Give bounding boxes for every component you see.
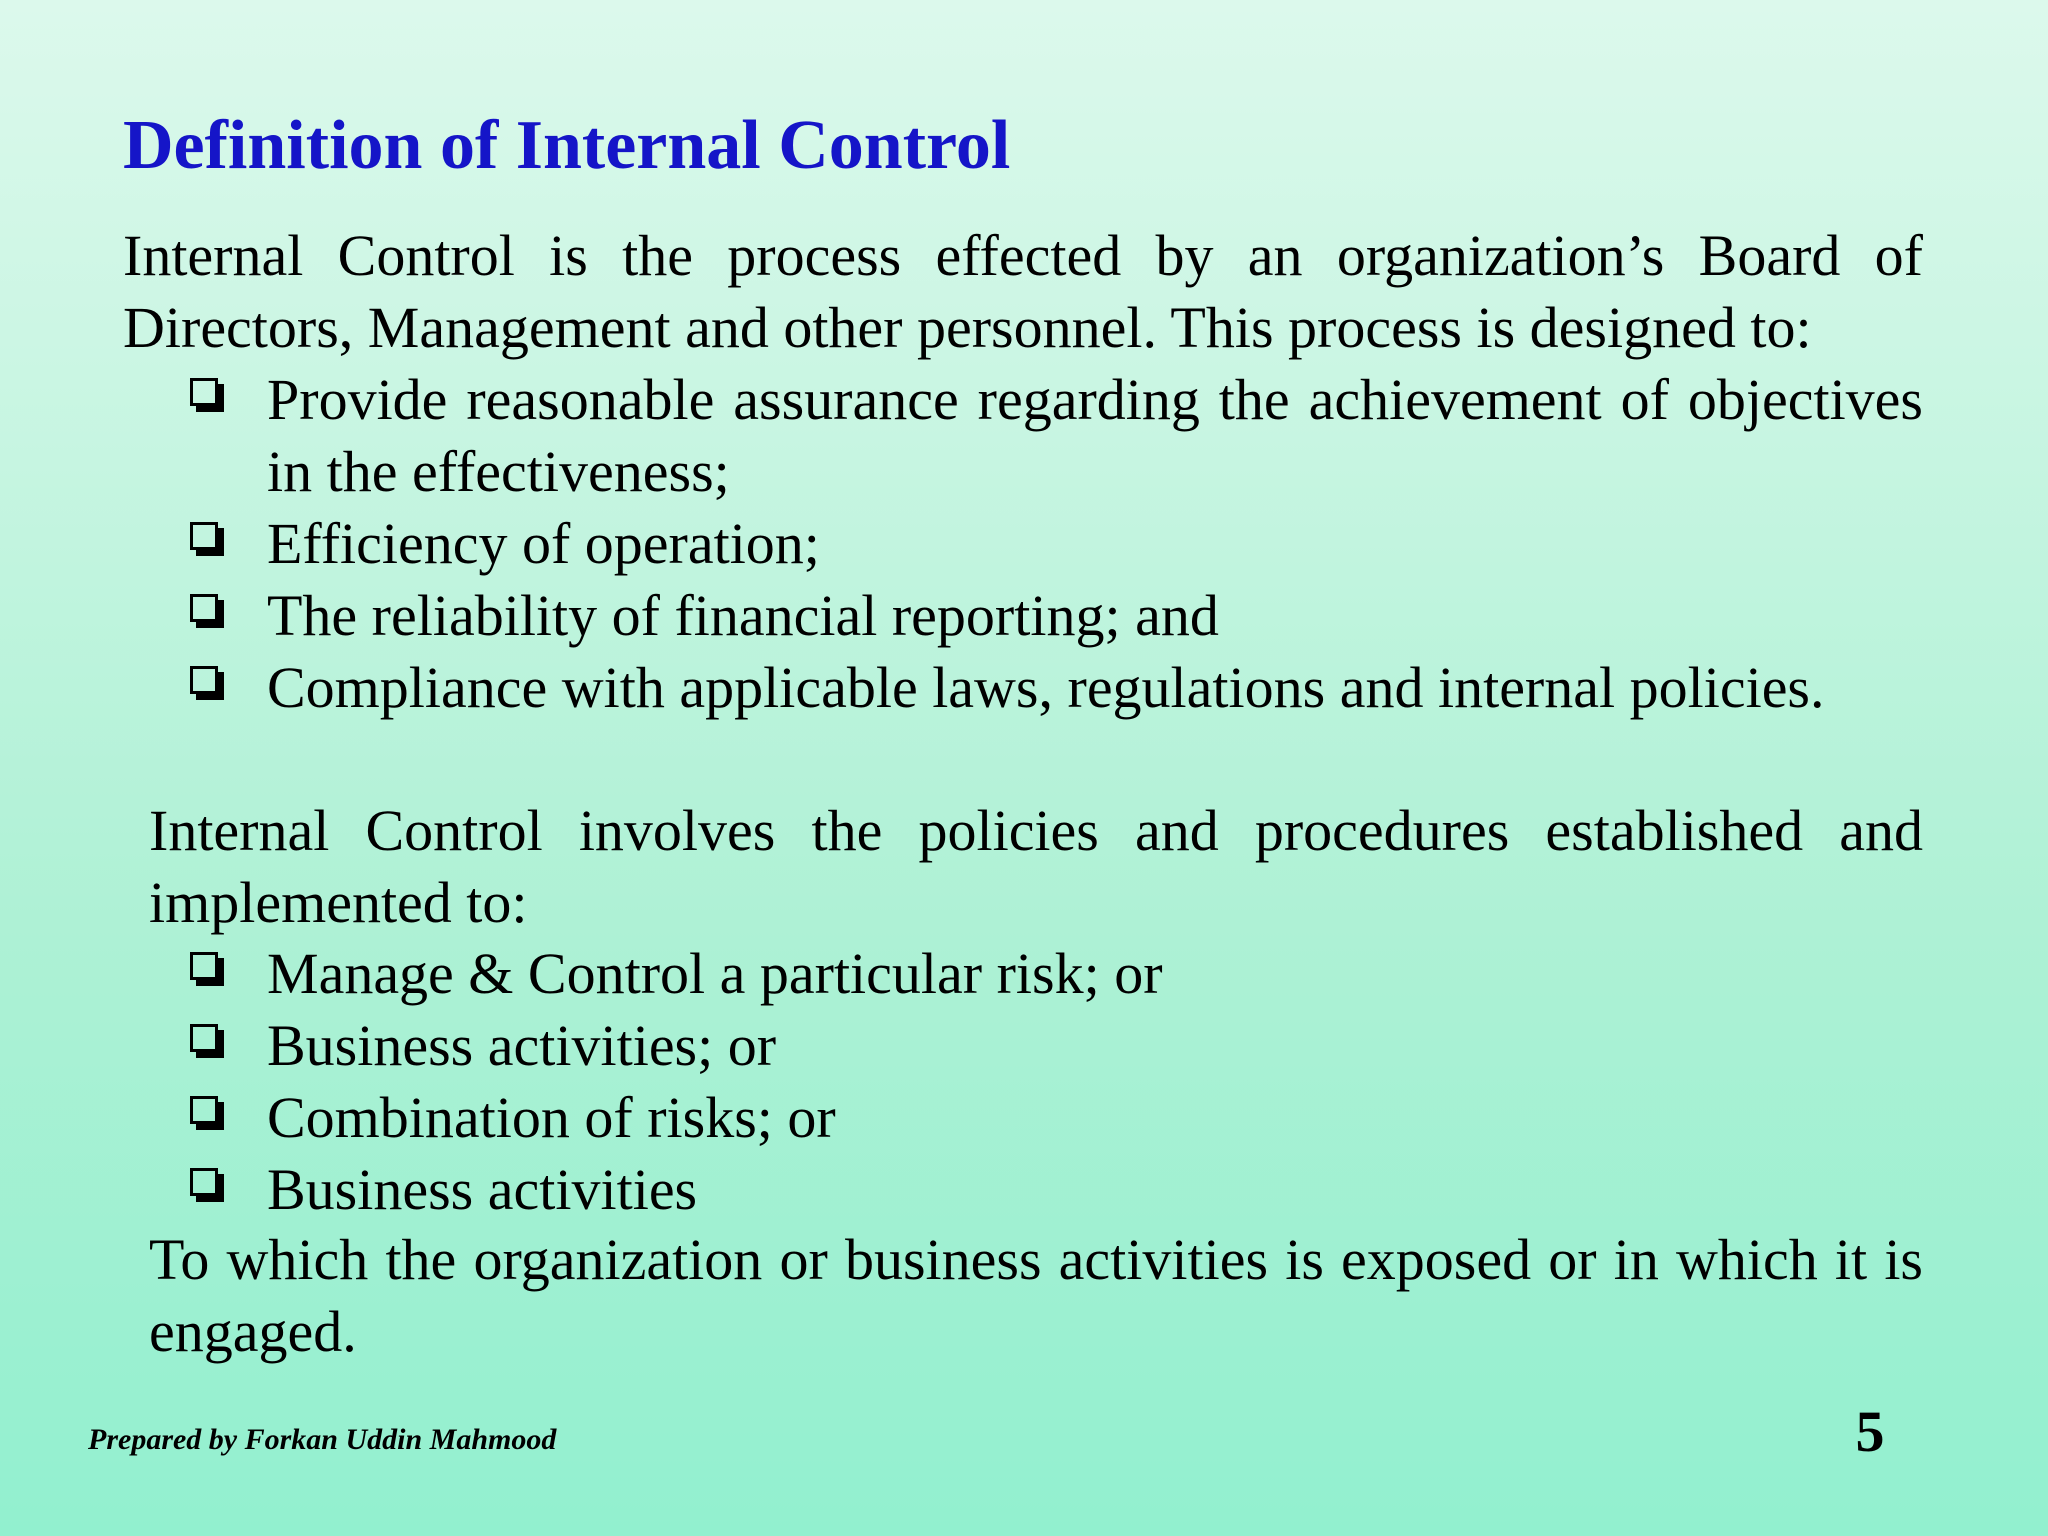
checkbox-square-icon bbox=[190, 1024, 224, 1058]
list-item-text: Combination of risks; or bbox=[267, 1085, 836, 1150]
intro-paragraph: Internal Control is the process effected by an organization’s Board of Directors, Management and other personnel. This process is designed to: bbox=[123, 223, 1923, 360]
list-item bbox=[188, 1154, 1923, 1226]
checkbox-square-icon bbox=[190, 666, 224, 700]
list-item bbox=[188, 652, 1923, 724]
purposes-list bbox=[188, 938, 1923, 1226]
checkbox-square-icon bbox=[190, 1096, 224, 1130]
objectives-list bbox=[188, 364, 1923, 724]
page-number: 5 bbox=[1855, 1399, 1885, 1464]
list-item bbox=[188, 364, 1923, 508]
list-item-text: Compliance with applicable laws, regulations and internal policies. bbox=[267, 655, 1825, 720]
checkbox-square-icon bbox=[190, 952, 224, 986]
list-item-text: Business activities bbox=[267, 1157, 698, 1222]
closing-paragraph: To which the organization or business activities is exposed or in which it is engaged. bbox=[149, 1227, 1923, 1364]
slide-title: Definition of Internal Control bbox=[123, 107, 1011, 184]
list-item-text: Provide reasonable assurance regarding the achievement of objectives in the effectiveness; bbox=[267, 367, 1923, 504]
list-item-text: Efficiency of operation; bbox=[267, 511, 820, 576]
list-item-text: The reliability of financial reporting; and bbox=[267, 583, 1219, 648]
checkbox-square-icon bbox=[190, 1168, 224, 1202]
list-item bbox=[188, 1010, 1923, 1082]
list-item bbox=[188, 938, 1923, 1010]
second-paragraph: Internal Control involves the policies and procedures established and implemented to: bbox=[149, 798, 1923, 935]
checkbox-square-icon bbox=[190, 594, 224, 628]
list-item-text: Business activities; or bbox=[267, 1013, 777, 1078]
list-item bbox=[188, 508, 1923, 580]
list-item bbox=[188, 1082, 1923, 1154]
footer-credit: Prepared by Forkan Uddin Mahmood bbox=[88, 1423, 557, 1456]
list-item-text: Manage & Control a particular risk; or bbox=[267, 941, 1163, 1006]
checkbox-square-icon bbox=[190, 378, 224, 412]
list-item bbox=[188, 580, 1923, 652]
checkbox-square-icon bbox=[190, 522, 224, 556]
